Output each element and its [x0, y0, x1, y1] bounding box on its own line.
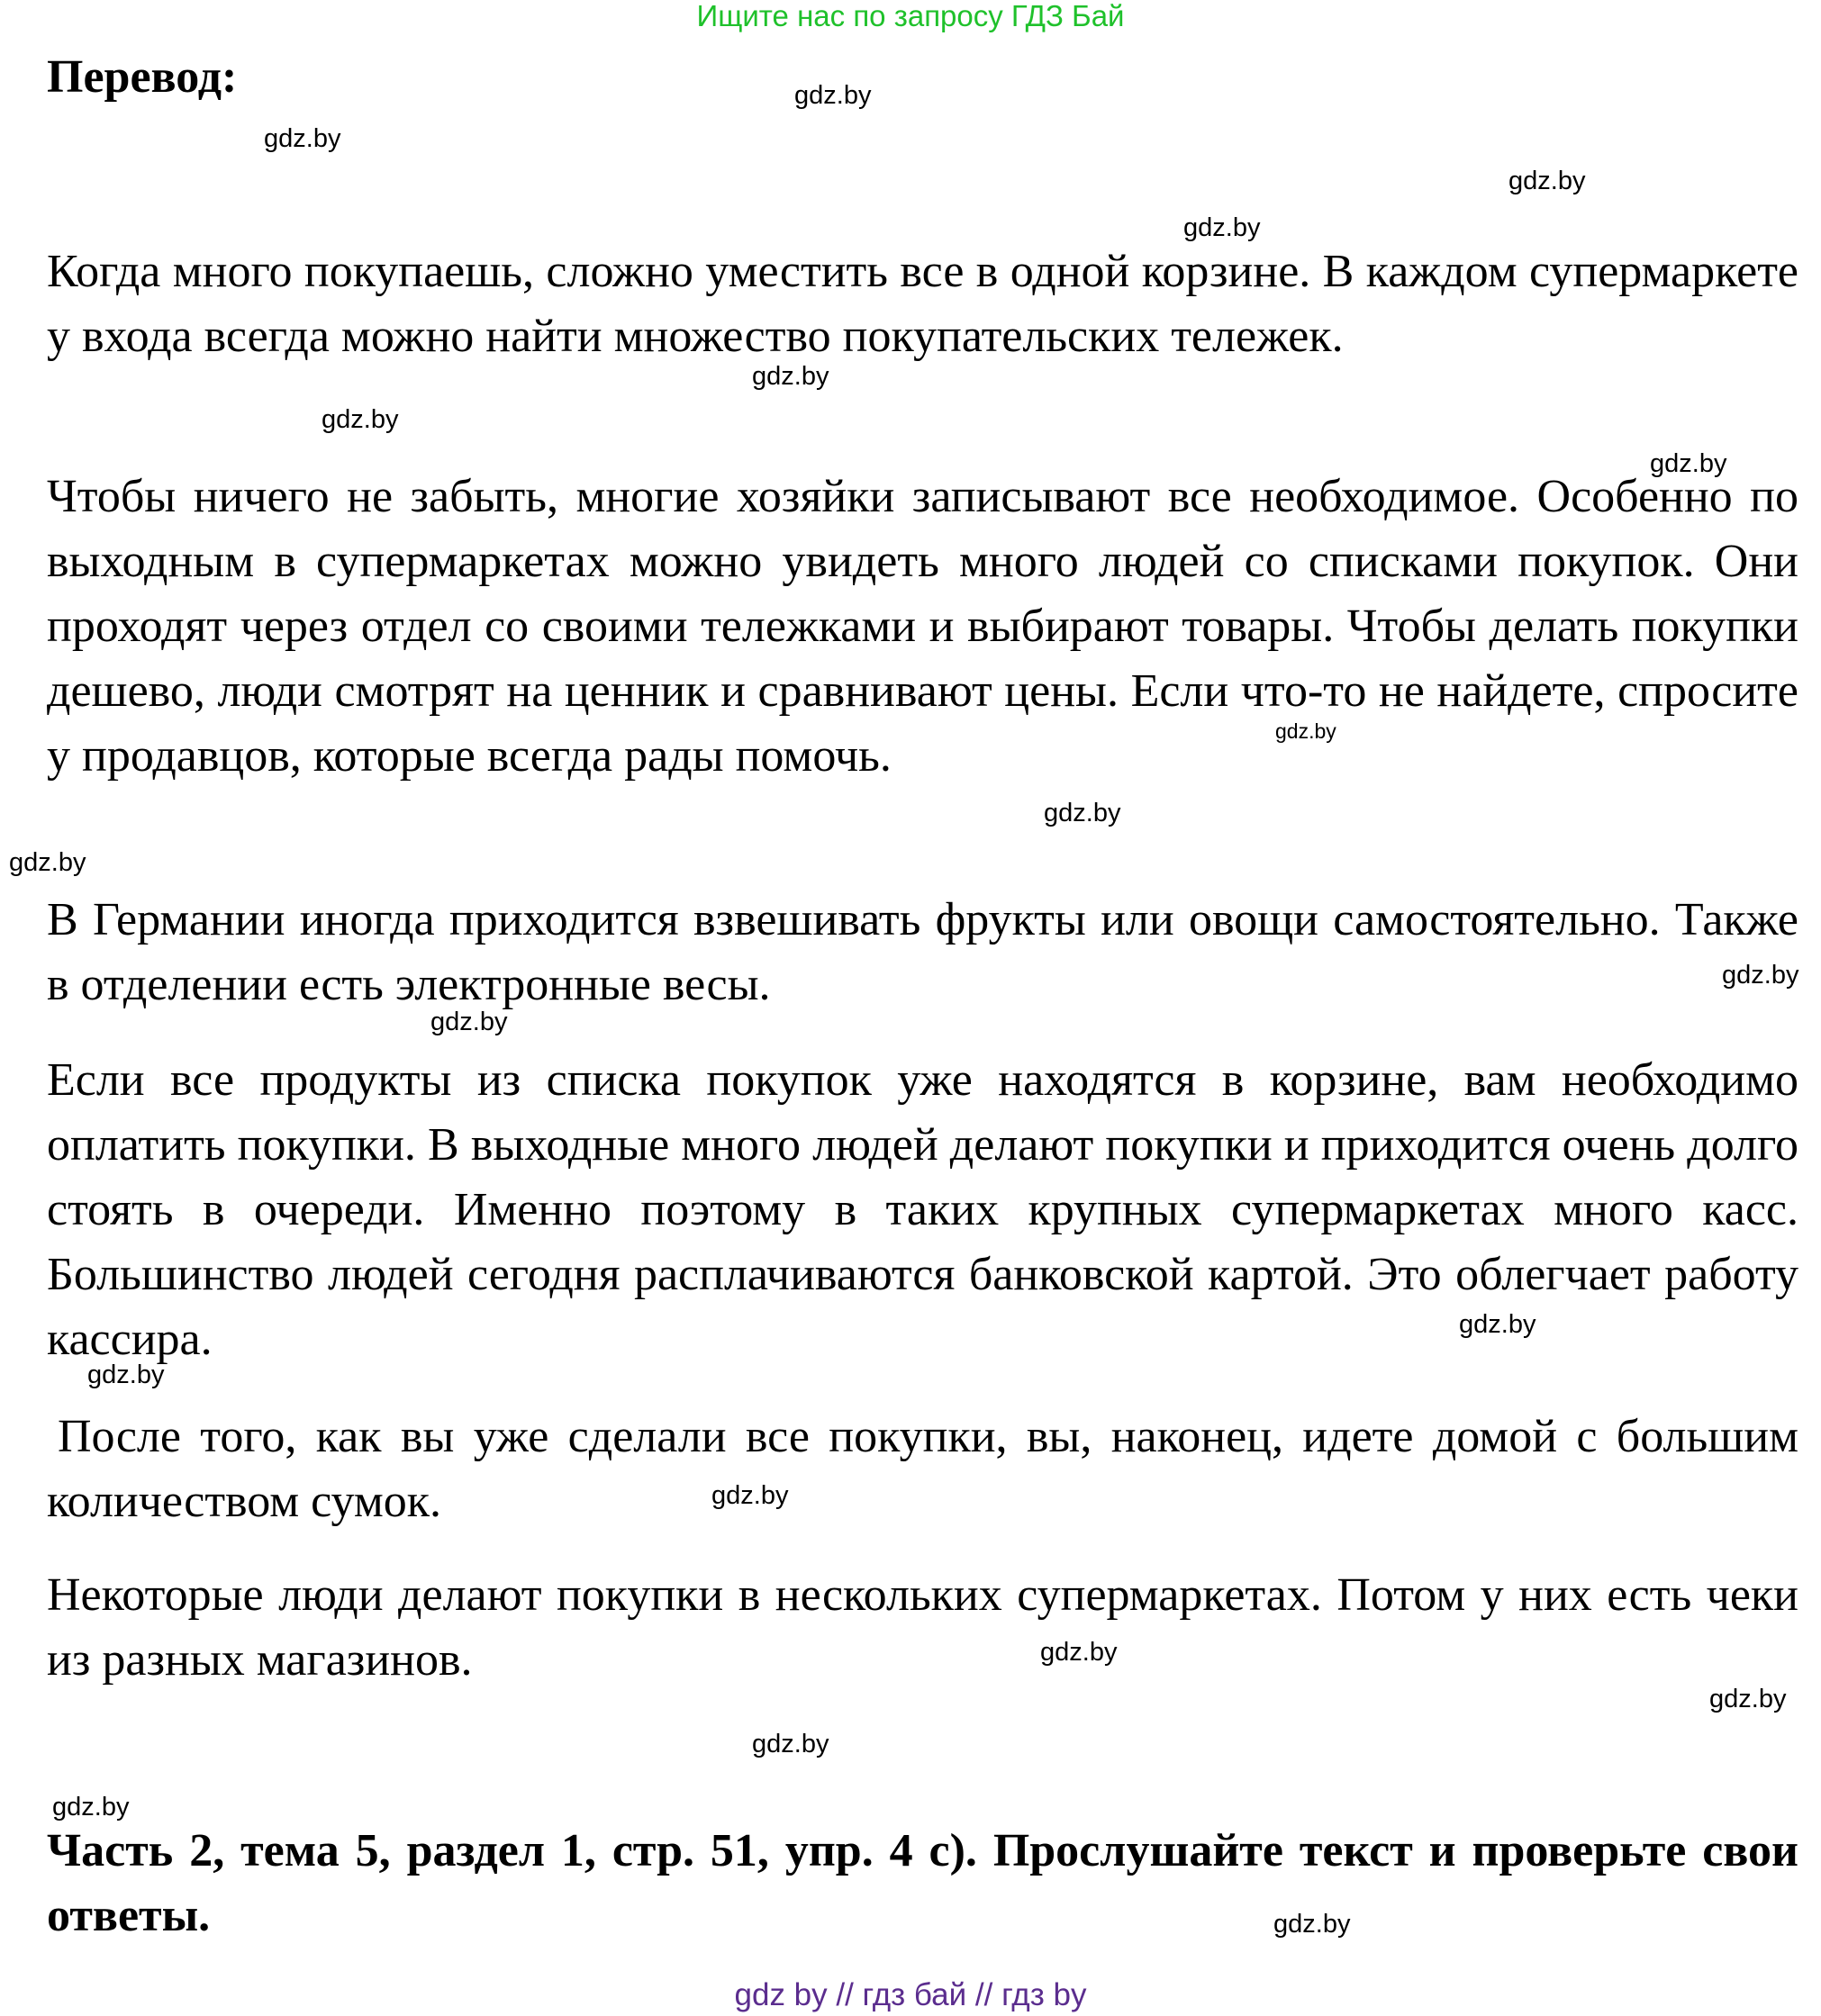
watermark: gdz.by: [52, 1793, 130, 1822]
watermark: gdz.by: [87, 1361, 165, 1389]
watermark: gdz.by: [752, 362, 829, 391]
watermark: gdz.by: [1183, 213, 1261, 242]
page-heading: Перевод:: [47, 51, 238, 103]
watermark: gdz.by: [264, 124, 341, 153]
task-line: Часть 2, тема 5, раздел 1, стр. 51, упр. 4 с). Прослушайте текст и проверьте свои ответы.: [47, 1825, 1798, 1941]
watermark: gdz.by: [794, 81, 872, 110]
paragraph-3: В Германии иногда приходится взвешивать фрукты или овощи самостоятельно. Также в отделении есть электронные весы.: [47, 894, 1798, 1010]
footer-watermark: gdz by // гдз бай // гдз by: [734, 1977, 1087, 2012]
paragraph-1: Когда много покупаешь, сложно уместить все в одной корзине. В каждом супермаркете у входа всегда можно найти множество покупательских тележек.: [47, 246, 1798, 362]
watermark: gdz.by: [1722, 961, 1799, 990]
watermark: gdz.by: [430, 1008, 508, 1036]
paragraph-2: Чтобы ничего не забыть, многие хозяйки записывают все необходимое. Особенно по выходным в супермаркетах можно увидеть много людей со списками покупок. Они проходят через отдел со своими тележками и выбирают товары. Чтобы делать покупки дешево, люди смотрят на ценник и сравнивают цены. Если что-то не найдете, спросите у продавцов, которые всегда рады помочь.: [47, 471, 1798, 782]
watermark: gdz.by: [752, 1730, 829, 1758]
watermark: gdz.by: [711, 1481, 789, 1510]
watermark: gdz.by: [322, 405, 399, 434]
watermark: gdz.by: [1508, 167, 1586, 195]
paragraph-5: После того, как вы уже сделали все покупки, вы, наконец, идете домой с большим количеством сумок.: [47, 1411, 1798, 1527]
watermark: gdz.by: [1273, 1910, 1351, 1939]
watermark: gdz.by: [9, 848, 86, 877]
watermark: gdz.by: [1275, 719, 1336, 743]
watermark: gdz.by: [1044, 799, 1121, 827]
watermark: gdz.by: [1040, 1638, 1118, 1667]
watermark: gdz.by: [1650, 449, 1727, 478]
paragraph-6: Некоторые люди делают покупки в нескольких супермаркетах. Потом у них есть чеки из разных магазинов.: [47, 1569, 1798, 1686]
paragraph-4: Если все продукты из списка покупок уже находятся в корзине, вам необходимо оплатить покупки. В выходные много людей делают покупки и приходится очень долго стоять в очереди. Именно поэтому в таких крупных супермаркетах много касс. Большинство людей сегодня расплачиваются банковской картой. Это облегчает работу кассира.: [47, 1054, 1798, 1365]
top-banner: Ищите нас по запросу ГДЗ Бай: [696, 0, 1125, 32]
watermark: gdz.by: [1459, 1310, 1536, 1339]
watermark: gdz.by: [1709, 1685, 1787, 1713]
